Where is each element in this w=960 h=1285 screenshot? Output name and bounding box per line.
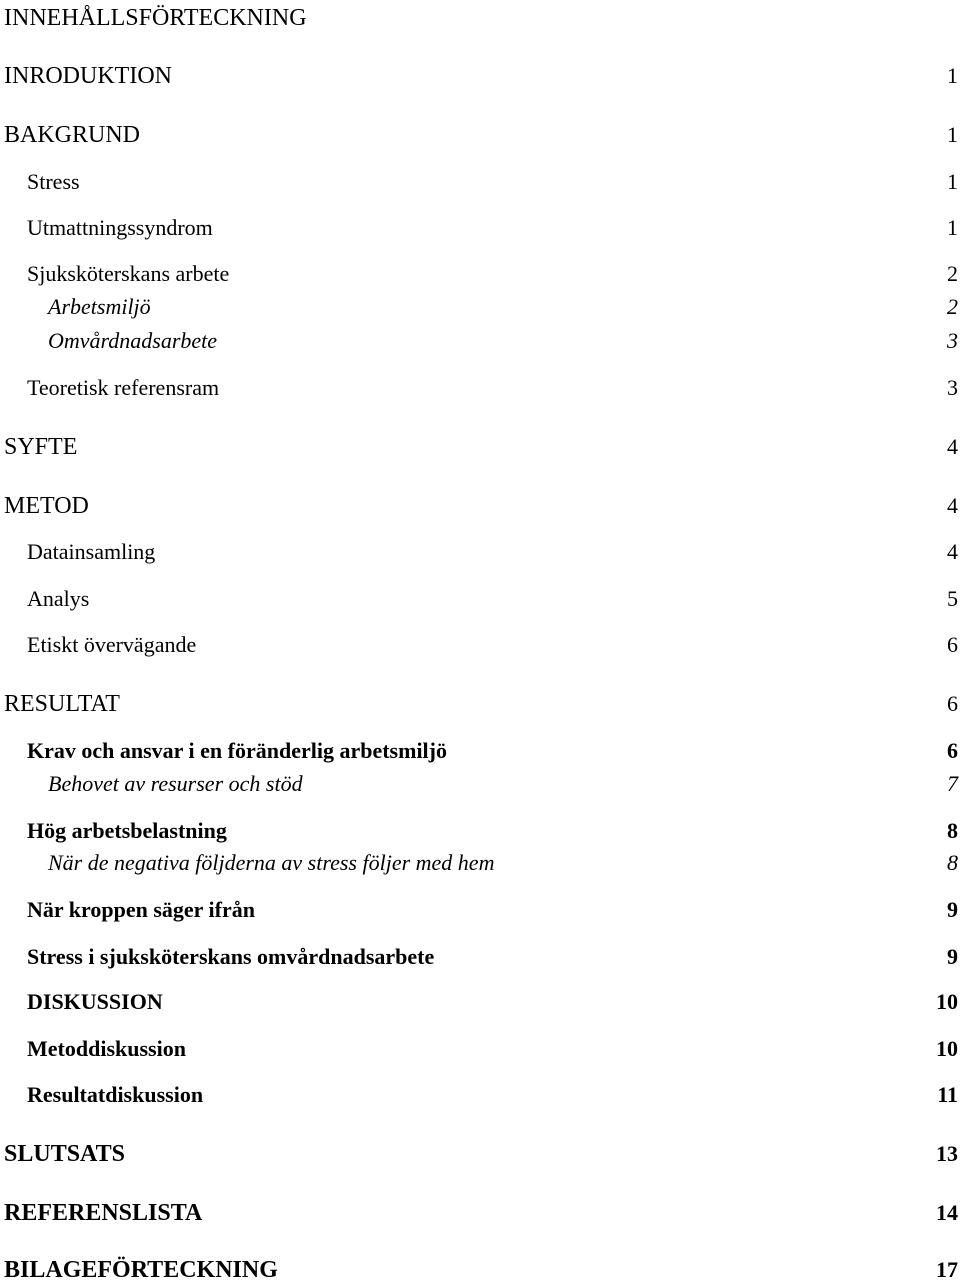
toc-entry-resultat[interactable]: [0, 689, 958, 719]
toc-entry-utmattningssyndrom[interactable]: [0, 213, 958, 243]
toc-entry-label: Hög arbetsbelastning: [27, 818, 227, 843]
toc-entry-label: SYFTE: [4, 434, 78, 460]
toc-entry-etiskt-overvagande[interactable]: [0, 630, 958, 660]
toc-entry-page: 2: [947, 294, 958, 319]
toc-entry-label: INRODUKTION: [4, 63, 172, 89]
toc-entry-metod[interactable]: [0, 491, 958, 521]
toc-entry-page: 9: [947, 944, 958, 969]
toc-entry-page: 9: [947, 897, 958, 922]
toc-entry-stress[interactable]: [0, 167, 958, 197]
toc-entry-label: BAKGRUND: [4, 122, 141, 148]
toc-entry-page: 4: [947, 434, 958, 459]
toc-entry-referenslista[interactable]: [0, 1198, 958, 1228]
toc-entry-label: METOD: [4, 493, 89, 519]
toc-entry-page: 1: [947, 122, 958, 147]
toc-title: INNEHÅLLSFÖRTECKNING: [4, 5, 307, 31]
toc-entry-label: Arbetsmiljö: [48, 294, 151, 319]
toc-entry-label: DISKUSSION: [27, 989, 163, 1014]
toc-entry-behovet-av-resurser[interactable]: [0, 769, 958, 799]
toc-entry-label: När kroppen säger ifrån: [27, 897, 255, 922]
toc-entry-nar-kroppen-sager-ifran[interactable]: [0, 895, 958, 925]
toc-entry-label: SLUTSATS: [4, 1141, 125, 1167]
toc-entry-label: Teoretisk referensram: [27, 375, 220, 400]
toc-entry-page: 8: [947, 850, 958, 875]
toc-entry-slutsats[interactable]: [0, 1139, 958, 1169]
toc-entry-hog-arbetsbelastning[interactable]: [0, 816, 958, 846]
toc-entry-page: 2: [947, 261, 958, 286]
toc-entry-arbetsmiljo[interactable]: [0, 292, 958, 322]
toc-entry-label: Analys: [27, 586, 90, 611]
toc-entry-page: 17: [936, 1257, 958, 1282]
toc-entry-label: Etiskt övervägande: [27, 632, 197, 657]
toc-entry-page: 6: [947, 738, 958, 763]
toc-entry-metoddiskussion[interactable]: [0, 1034, 958, 1064]
toc-entry-label: REFERENSLISTA: [4, 1200, 203, 1226]
toc-entry-page: 6: [947, 632, 958, 657]
toc-entry-label: När de negativa följderna av stress följer med hem: [48, 850, 495, 875]
toc-entry-page: 4: [947, 493, 958, 518]
toc-entry-bilageforteckning[interactable]: [0, 1255, 958, 1285]
toc-entry-krav-och-ansvar[interactable]: [0, 736, 958, 766]
toc-entry-label: Sjuksköterskans arbete: [27, 261, 230, 286]
toc-entry-page: 11: [937, 1082, 958, 1107]
toc-entry-introduktion[interactable]: [0, 61, 958, 91]
toc-entry-label: BILAGEFÖRTECKNING: [4, 1257, 278, 1283]
toc-entry-page: 4: [947, 539, 958, 564]
toc-entry-page: 8: [947, 818, 958, 843]
toc-entry-label: RESULTAT: [4, 691, 120, 717]
toc-entry-page: 10: [936, 1036, 958, 1061]
toc-entry-page: 10: [936, 989, 958, 1014]
toc-entry-teoretisk-referensram[interactable]: [0, 373, 958, 403]
toc-entry-page: 13: [936, 1141, 958, 1166]
toc-entry-negativa-foljder[interactable]: [0, 848, 958, 878]
toc-entry-label: Behovet av resurser och stöd: [48, 771, 303, 796]
toc-entry-sjukskoterskans-arbete[interactable]: [0, 259, 958, 289]
toc-entry-page: 7: [947, 771, 958, 796]
toc-entry-label: Stress: [27, 169, 80, 194]
toc-entry-resultatdiskussion[interactable]: [0, 1080, 958, 1110]
toc-entry-label: Resultatdiskussion: [27, 1082, 204, 1107]
toc-entry-page: 1: [947, 169, 958, 194]
toc-entry-page: 3: [947, 328, 958, 353]
toc-entry-omvardnadsarbete[interactable]: [0, 326, 958, 356]
toc-entry-analys[interactable]: [0, 584, 958, 614]
toc-entry-page: 1: [947, 215, 958, 240]
toc-entry-label: Metoddiskussion: [27, 1036, 186, 1061]
toc-entry-label: Stress i sjuksköterskans omvårdnadsarbete: [27, 944, 435, 969]
toc-entry-label: Utmattningssyndrom: [27, 215, 213, 240]
toc-entry-syfte[interactable]: [0, 432, 958, 462]
toc-entry-page: 3: [947, 375, 958, 400]
toc-entry-diskussion[interactable]: [0, 987, 958, 1017]
toc-entry-page: 6: [947, 691, 958, 716]
toc-entry-datainsamling[interactable]: [0, 537, 958, 567]
toc-entry-page: 14: [936, 1200, 958, 1225]
toc-entry-page: 5: [947, 586, 958, 611]
toc-entry-page: 1: [947, 63, 958, 88]
toc-entry-stress-i-omvardnadsarbete[interactable]: [0, 942, 958, 972]
toc-entry-bakgrund[interactable]: [0, 120, 958, 150]
toc-entry-label: Krav och ansvar i en föränderlig arbetsmiljö: [27, 738, 447, 763]
toc-entry-label: Omvårdnadsarbete: [48, 328, 218, 353]
toc-entry-label: Datainsamling: [27, 539, 156, 564]
